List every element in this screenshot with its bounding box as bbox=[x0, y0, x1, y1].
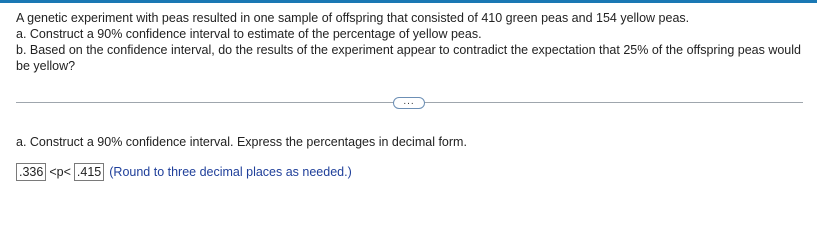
inequality-symbol: <p< bbox=[49, 165, 71, 179]
question-text bbox=[16, 10, 806, 74]
expand-more-button[interactable]: ... bbox=[393, 97, 425, 109]
rounding-hint: (Round to three decimal places as needed.) bbox=[109, 165, 352, 179]
question-part-a: a. Construct a 90% confidence interval to estimate of the percentage of yellow peas. bbox=[16, 27, 482, 41]
upper-bound-answer[interactable]: .415 bbox=[74, 163, 104, 181]
question-part-b: b. Based on the confidence interval, do the results of the experiment appear to contradict the expectation that 25% of the offspring peas would be yellow? bbox=[16, 43, 801, 73]
question-intro: A genetic experiment with peas resulted in one sample of offspring that consisted of 410 green peas and 154 yellow peas. bbox=[16, 11, 690, 25]
part-a-prompt: a. Construct a 90% confidence interval. Express the percentages in decimal form. bbox=[16, 135, 467, 149]
top-accent-bar bbox=[0, 0, 817, 3]
section-divider bbox=[16, 97, 803, 109]
lower-bound-answer[interactable]: .336 bbox=[16, 163, 46, 181]
answer-row bbox=[16, 163, 352, 181]
